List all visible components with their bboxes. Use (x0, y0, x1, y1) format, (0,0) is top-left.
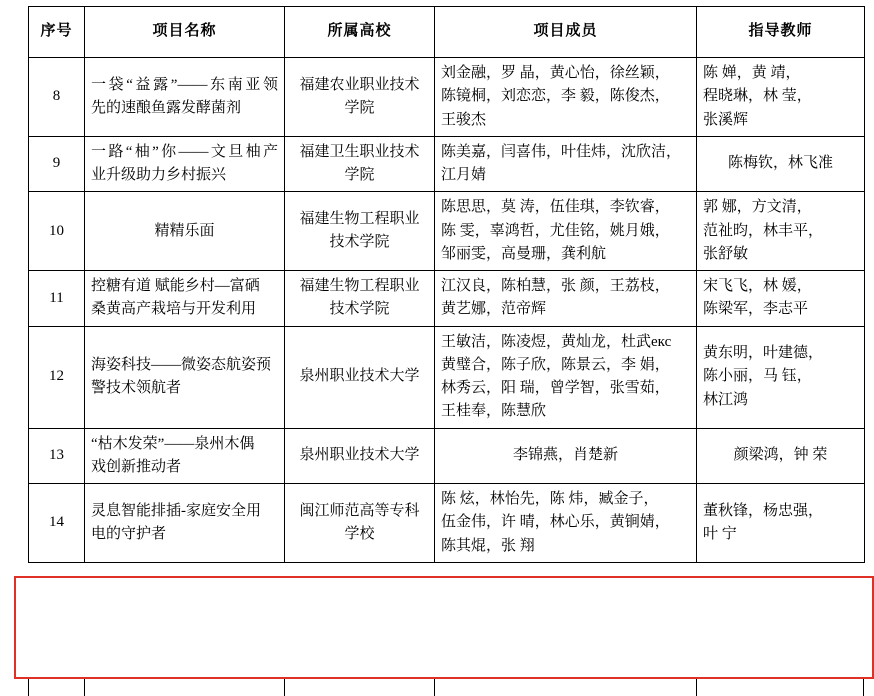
text-line: 陈思思，莫 涛，伍佳琪，李钦睿， (441, 199, 670, 216)
text-line: 学校 (344, 525, 375, 542)
cell-project-name (85, 58, 285, 137)
text-line: 江汉良，陈柏慧，张 颜，王荔枝， (441, 278, 670, 294)
text-line: 海姿科技——微姿态航姿预 (91, 356, 272, 373)
table-row (29, 192, 865, 271)
cell-members (435, 428, 697, 484)
text-line: 伍金伟，许 晴，林心乐，黄锏婧， (441, 514, 670, 531)
highlight-rectangle (14, 576, 874, 679)
text-line: 控糖有道 赋能乡村—富硒 (91, 278, 260, 294)
text-line: 业升级助力乡村振兴 (91, 167, 227, 183)
text-line: 戏创新推动者 (91, 458, 182, 475)
cell-no: 11 (29, 271, 85, 327)
text-line: 陈 婵，黄 靖， (703, 65, 801, 81)
table-row (29, 58, 865, 137)
cell-no: 13 (29, 428, 85, 484)
text-line: 精精乐面 (154, 222, 215, 239)
text-line: 泉州职业技术大学 (299, 368, 420, 385)
table-body (29, 58, 865, 563)
text-line: 桑黄高产栽培与开发利用 (91, 301, 257, 318)
text-line: 郭 娜，方文清， (703, 199, 812, 216)
text-line: 闽江师范高等专科 (299, 502, 420, 519)
text-line: 陈镜桐，刘恋恋，李 毅，陈俊杰， (441, 88, 670, 105)
cell-tutors (697, 326, 865, 428)
text-line: 灵息智能排插-家庭安全用 (91, 502, 261, 519)
column-header-university: 所属高校 (285, 7, 435, 58)
cell-university (285, 428, 435, 484)
cell-tutors (697, 484, 865, 563)
cell-project-name (85, 136, 285, 192)
table-header-row (29, 7, 865, 58)
text-line: 宋飞飞，林 媛， (703, 278, 812, 294)
column-header-no: 序号 (29, 7, 85, 58)
text-line: 黄璧合，陈子欣，陈景云，李 娟， (441, 356, 670, 373)
cell-no: 10 (29, 192, 85, 271)
cell-no: 8 (29, 58, 85, 137)
text-line: 福建生物工程职业 (299, 210, 420, 227)
cell-no: 12 (29, 326, 85, 428)
cell-university (285, 326, 435, 428)
text-line: 王敏洁，陈凌煜，黄灿龙，杜武екс (441, 333, 672, 350)
text-line: 陈 炫，林怡先，陈 炜，臧金子， (441, 491, 659, 507)
cell-members (435, 192, 697, 271)
cell-university (285, 58, 435, 137)
cell-members (435, 271, 697, 327)
text-line: 一袋“益露”——东南亚领 (91, 76, 278, 93)
text-line: 叶 宁 (703, 525, 737, 542)
text-line: 颜梁鸿，钟 荣 (733, 447, 828, 464)
cell-university (285, 192, 435, 271)
text-line: 一路“柚”你——文旦柚产 (91, 143, 278, 160)
table-row (29, 271, 865, 327)
table-row (29, 136, 865, 192)
project-list-table (28, 6, 865, 563)
cell-project-name (85, 271, 285, 327)
text-line: 学院 (344, 167, 375, 183)
table-row-highlighted (29, 484, 865, 563)
table-row (29, 428, 865, 484)
cell-tutors (697, 58, 865, 137)
text-line: 程晓琳，林 莹， (703, 88, 812, 105)
cell-tutors (697, 271, 865, 327)
text-line: 技术学院 (329, 234, 390, 251)
text-line: 张舒敏 (703, 245, 749, 262)
text-line: 张溪辉 (703, 111, 749, 128)
text-line: 福建卫生职业技术 (299, 143, 420, 160)
text-line: 福建生物工程职业 (299, 278, 420, 294)
text-line: “枯木发荣”——泉州木偶 (91, 435, 255, 452)
cell-members (435, 136, 697, 192)
cell-members (435, 58, 697, 137)
text-line: 林江鸿 (703, 391, 749, 408)
text-line: 陈小丽，马 钰， (703, 368, 812, 385)
text-line: 董秋锋，杨忠强， (703, 502, 824, 519)
cell-no: 14 (29, 484, 85, 563)
next-row-partial (28, 678, 864, 696)
cell-university (285, 136, 435, 192)
text-line: 陈其焜，张 翔 (441, 537, 535, 554)
text-line: 王骏杰 (441, 111, 487, 128)
text-line: 福建农业职业技术 (299, 76, 420, 93)
cell-tutors (697, 192, 865, 271)
text-line: 陈 雯，辜鸿哲，尤佳铭，姚月娥， (441, 222, 670, 239)
column-header-tutors: 指导教师 (697, 7, 865, 58)
column-header-members: 项目成员 (435, 7, 697, 58)
text-line: 李锦燕，肖楚新 (512, 447, 618, 464)
text-line: 警技术领航者 (91, 380, 182, 396)
cell-university (285, 271, 435, 327)
text-line: 陈梅钦，林飞准 (727, 155, 833, 172)
cell-members (435, 484, 697, 563)
table-header (29, 7, 865, 58)
cell-project-name (85, 428, 285, 484)
cell-project-name (85, 326, 285, 428)
text-line: 陈美嘉，闫喜伟，叶佳炜，沈欣洁， (441, 143, 682, 160)
cell-project-name (85, 484, 285, 563)
cell-members (435, 326, 697, 428)
cell-tutors (697, 136, 865, 192)
text-line: 陈梁军，李志平 (703, 301, 809, 318)
column-header-project-name: 项目名称 (85, 7, 285, 58)
table-row (29, 326, 865, 428)
text-line: 范祉昀，林丰平， (703, 222, 824, 239)
text-line: 先的速酿鱼露发酵菌剂 (91, 99, 242, 116)
text-line: 黄艺娜，范帝辉 (441, 301, 547, 318)
text-line: 泉州职业技术大学 (299, 447, 420, 464)
text-line: 黄东明，叶建德， (703, 345, 824, 362)
text-line: 林秀云，阳 瑞，曾学智，张雪茹， (441, 380, 670, 396)
text-line: 电的守护者 (91, 525, 167, 542)
cell-project-name (85, 192, 285, 271)
text-line: 刘金融，罗 晶，黄心怡，徐丝颖， (441, 65, 670, 81)
cell-tutors (697, 428, 865, 484)
text-line: 江月婧 (441, 167, 487, 183)
text-line: 学院 (344, 99, 375, 116)
cell-university (285, 484, 435, 563)
text-line: 技术学院 (329, 301, 390, 318)
cell-no: 9 (29, 136, 85, 192)
text-line: 邹丽雯，高曼珊，龚利航 (441, 245, 607, 262)
text-line: 王桂奉，陈慧欣 (441, 403, 547, 420)
